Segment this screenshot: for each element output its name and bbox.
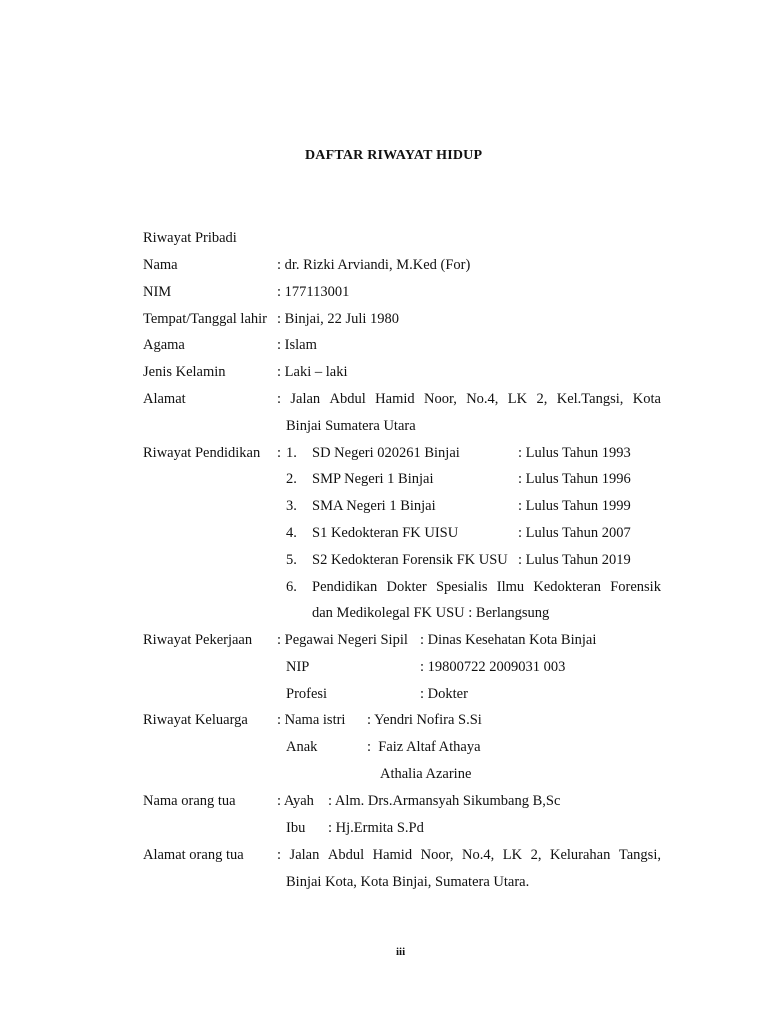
alamat-orangtua-label: Alamat orang tua — [143, 847, 244, 863]
alamat-orangtua-word: 2, — [530, 847, 542, 863]
edu-status: : Lulus Tahun 1999 — [518, 498, 631, 514]
alamat-orangtua-word: Jalan — [289, 847, 320, 863]
profesi-key: Profesi — [286, 686, 328, 702]
edu-num: 1. — [286, 445, 297, 461]
alamat-orangtua-word: Kelurahan — [549, 847, 611, 863]
anak-value-1: : Faiz Altaf Athaya — [367, 739, 481, 755]
ibu-value: : Hj.Ermita S.Pd — [328, 820, 424, 836]
alamat-orangtua-line-2: Binjai Kota, Kota Binjai, Sumatera Utara. — [286, 874, 530, 890]
alamat-orangtua-line-1 — [277, 848, 661, 863]
alamat-word: Noor, — [423, 391, 457, 407]
alamat-word: Kota — [632, 391, 661, 407]
edu-status: : Lulus Tahun 1996 — [518, 471, 631, 487]
anak-key: Anak — [286, 739, 318, 755]
section-heading: Riwayat Pribadi — [143, 230, 237, 246]
alamat-orangtua-word: No.4, — [461, 847, 495, 863]
edu-word: Spesialis — [435, 579, 488, 595]
edu-word: Dokter — [386, 579, 427, 595]
keluarga-label: Riwayat Keluarga — [143, 712, 248, 728]
nim-label: NIM — [143, 284, 172, 300]
edu-status: : Lulus Tahun 2007 — [518, 525, 631, 541]
nip-key: NIP — [286, 659, 310, 675]
nip-value: : 19800722 2009031 003 — [420, 659, 566, 675]
alamat-line-2: Binjai Sumatera Utara — [286, 418, 416, 434]
edu-school: SD Negeri 020261 Binjai — [312, 445, 460, 461]
edu-status: : Lulus Tahun 2019 — [518, 552, 631, 568]
edu-school: S2 Kedokteran Forensik FK USU — [312, 552, 508, 568]
nim-value: : 177113001 — [277, 284, 350, 300]
document-title: DAFTAR RIWAYAT HIDUP — [305, 148, 483, 163]
edu-item6-line-2: dan Medikolegal FK USU : Berlangsung — [312, 605, 550, 621]
pekerjaan-label: Riwayat Pekerjaan — [143, 632, 253, 648]
pendidikan-label: Riwayat Pendidikan — [143, 445, 261, 461]
edu-num: 3. — [286, 498, 297, 514]
profesi-value: : Dokter — [420, 686, 468, 702]
nama-label: Nama — [143, 257, 178, 273]
anak-value-2: Athalia Azarine — [380, 766, 472, 782]
alamat-word: No.4, — [466, 391, 499, 407]
alamat-orangtua-word: LK — [502, 847, 523, 863]
alamat-word: Abdul — [329, 391, 366, 407]
ttl-label: Tempat/Tanggal lahir — [143, 311, 267, 327]
pekerjaan-key: : Pegawai Negeri Sipil — [277, 632, 408, 648]
edu-word: Kedokteran — [533, 579, 601, 595]
edu-school: S1 Kedokteran FK UISU — [312, 525, 459, 541]
agama-label: Agama — [143, 337, 185, 353]
edu-status: : Lulus Tahun 1993 — [518, 445, 631, 461]
jenis-kelamin-value: : Laki – laki — [277, 364, 348, 380]
ayah-value: : Alm. Drs.Armansyah Sikumbang B,Sc — [328, 793, 561, 809]
alamat-word: Hamid — [375, 391, 415, 407]
edu-school: SMA Negeri 1 Binjai — [312, 498, 436, 514]
edu-num: 5. — [286, 552, 297, 568]
alamat-orangtua-word: Abdul — [327, 847, 365, 863]
ayah-key: : Ayah — [277, 793, 314, 809]
edu-word: Ilmu — [496, 579, 525, 595]
ttl-value: : Binjai, 22 Juli 1980 — [277, 311, 400, 327]
edu-word: Pendidikan — [312, 579, 378, 595]
page-number: iii — [396, 946, 406, 958]
edu-num: 6. — [286, 579, 297, 595]
edu-word: Forensik — [610, 579, 661, 595]
istri-value: : Yendri Nofira S.Si — [367, 712, 482, 728]
pekerjaan-value: : Dinas Kesehatan Kota Binjai — [420, 632, 597, 648]
ibu-key: Ibu — [286, 820, 306, 836]
alamat-word: Jalan — [290, 391, 321, 407]
orangtua-label: Nama orang tua — [143, 793, 236, 809]
agama-value: : Islam — [277, 337, 317, 353]
alamat-line-1 — [277, 392, 661, 407]
edu-school: SMP Negeri 1 Binjai — [312, 471, 434, 487]
alamat-word: Kel.Tangsi, — [556, 391, 624, 407]
pendidikan-colon: : — [277, 445, 282, 461]
alamat-orangtua-word: Hamid — [372, 847, 413, 863]
alamat-word: : — [277, 391, 282, 407]
alamat-label: Alamat — [143, 391, 186, 407]
alamat-orangtua-word: Tangsi, — [618, 847, 661, 863]
alamat-orangtua-word: Noor, — [420, 847, 454, 863]
edu-num: 2. — [286, 471, 297, 487]
istri-key: : Nama istri — [277, 712, 346, 728]
nama-value: : dr. Rizki Arviandi, M.Ked (For) — [277, 257, 471, 273]
alamat-word: 2, — [536, 391, 548, 407]
edu-item6-line-1 — [312, 580, 661, 595]
edu-num: 4. — [286, 525, 297, 541]
alamat-orangtua-word: : — [277, 847, 282, 863]
alamat-word: LK — [507, 391, 528, 407]
jenis-kelamin-label: Jenis Kelamin — [143, 364, 226, 380]
